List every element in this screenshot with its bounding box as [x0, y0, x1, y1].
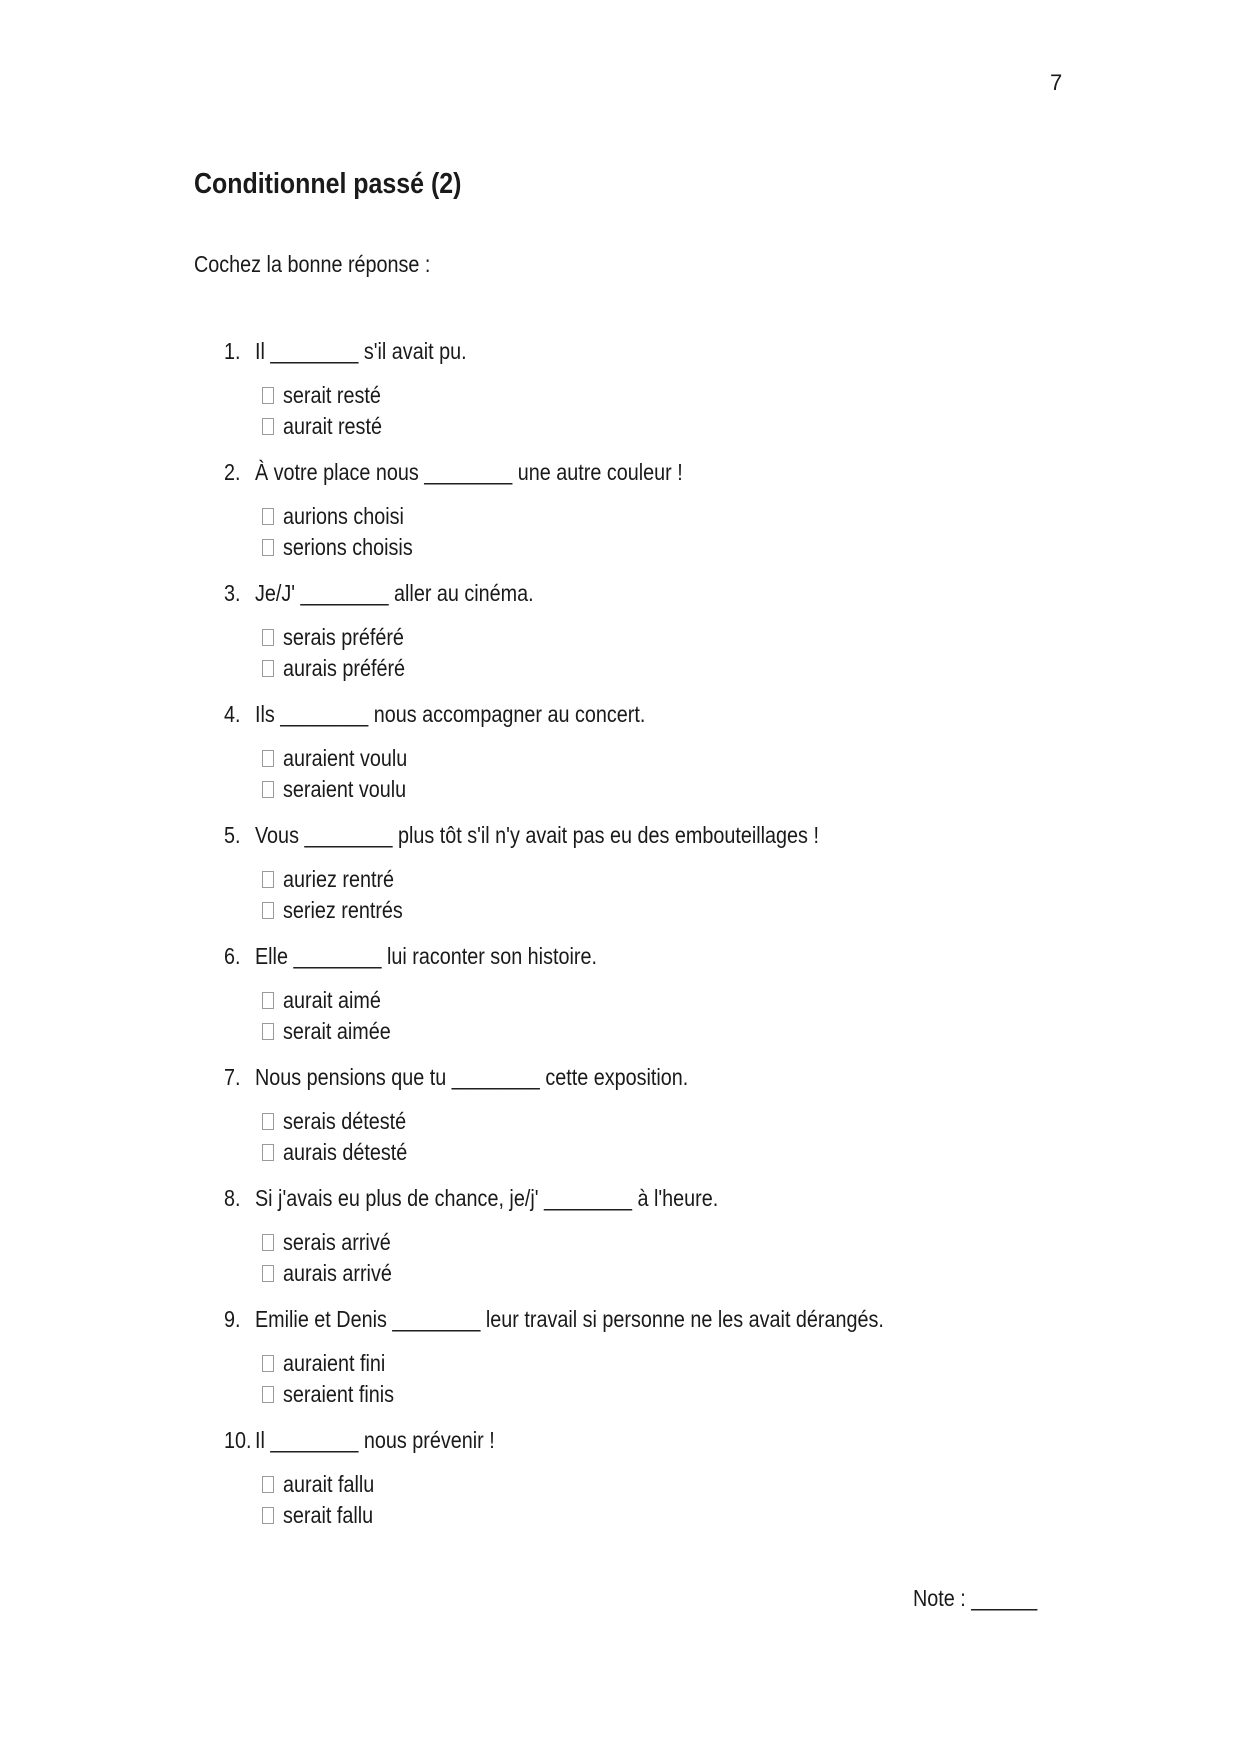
option-row[interactable]: [262, 1227, 410, 1258]
option-row[interactable]: [262, 1137, 427, 1168]
option-row[interactable]: [262, 1016, 408, 1047]
answer-blank: ________: [304, 822, 393, 848]
option-row[interactable]: [262, 501, 434, 532]
question-9: [224, 1304, 1124, 1425]
option-label: aurais détesté: [283, 1139, 408, 1165]
checkbox-icon[interactable]: [262, 1144, 274, 1161]
question-text-after: cette exposition.: [539, 1064, 689, 1090]
question-list: [224, 336, 1124, 1546]
question-number: 1.: [224, 338, 241, 364]
answer-blank: ________: [392, 1306, 481, 1332]
option-row[interactable]: [262, 411, 398, 442]
answer-blank: ________: [300, 580, 389, 606]
question-text-before: Si j'avais eu plus de chance, je/j': [254, 1185, 545, 1211]
question-text-before: Ils: [254, 701, 281, 727]
checkbox-icon[interactable]: [262, 1023, 274, 1040]
question-7: [224, 1062, 1124, 1183]
option-label: auraient voulu: [283, 745, 408, 771]
question-prompt: [224, 336, 998, 366]
question-2: [224, 457, 1124, 578]
option-label: seriez rentrés: [283, 897, 403, 923]
option-row[interactable]: [262, 1500, 389, 1531]
question-4: [224, 699, 1124, 820]
question-number: 5.: [224, 822, 241, 848]
checkbox-icon[interactable]: [262, 781, 274, 798]
question-number: 4.: [224, 701, 241, 727]
options-group: [262, 1469, 389, 1531]
question-prompt: [224, 1304, 998, 1334]
option-row[interactable]: [262, 1469, 389, 1500]
option-row[interactable]: [262, 743, 428, 774]
checkbox-icon[interactable]: [262, 992, 274, 1009]
option-row[interactable]: [262, 774, 428, 805]
question-1: [224, 336, 1124, 457]
question-text-after: leur travail si personne ne les avait dérangés.: [480, 1306, 884, 1332]
option-label: auriez rentré: [283, 866, 395, 892]
option-label: aurais préféré: [283, 655, 406, 681]
question-number: 9.: [224, 1306, 241, 1332]
options-group: [262, 743, 428, 805]
question-prompt: [224, 578, 998, 608]
question-text-before: Emilie et Denis: [254, 1306, 393, 1332]
option-label: seraient finis: [283, 1381, 395, 1407]
checkbox-icon[interactable]: [262, 629, 274, 646]
options-group: [262, 380, 398, 442]
options-group: [262, 1227, 410, 1289]
question-prompt: [224, 820, 998, 850]
checkbox-icon[interactable]: [262, 1476, 274, 1493]
question-text-after: s'il avait pu.: [358, 338, 467, 364]
option-row[interactable]: [262, 1258, 410, 1289]
checkbox-icon[interactable]: [262, 1113, 274, 1130]
question-text-after: une autre couleur !: [512, 459, 683, 485]
option-label: serais préféré: [283, 624, 404, 650]
question-prompt: [224, 1062, 998, 1092]
option-label: seraient voulu: [283, 776, 407, 802]
option-label: aurions choisi: [283, 503, 404, 529]
option-label: aurait fallu: [283, 1471, 375, 1497]
question-prompt: [224, 1183, 998, 1213]
answer-blank: ________: [544, 1185, 633, 1211]
option-row[interactable]: [262, 1348, 412, 1379]
options-group: [262, 501, 434, 563]
question-5: [224, 820, 1124, 941]
question-number: 3.: [224, 580, 241, 606]
option-row[interactable]: [262, 985, 408, 1016]
question-number: 7.: [224, 1064, 241, 1090]
question-text-before: Elle: [254, 943, 294, 969]
checkbox-icon[interactable]: [262, 660, 274, 677]
checkbox-icon[interactable]: [262, 418, 274, 435]
option-label: serais détesté: [283, 1108, 407, 1134]
options-group: [262, 985, 408, 1047]
question-text-before: Il: [254, 1427, 271, 1453]
option-label: aurait resté: [283, 413, 382, 439]
option-row[interactable]: [262, 1106, 427, 1137]
checkbox-icon[interactable]: [262, 508, 274, 525]
question-6: [224, 941, 1124, 1062]
question-text-after: plus tôt s'il n'y avait pas eu des embouteillages !: [392, 822, 819, 848]
question-text-before: À votre place nous: [254, 459, 425, 485]
option-row[interactable]: [262, 895, 422, 926]
answer-blank: ________: [424, 459, 513, 485]
note-blank: ______: [971, 1585, 1038, 1611]
answer-blank: ________: [451, 1064, 540, 1090]
answer-blank: ________: [293, 943, 382, 969]
options-group: [262, 1348, 412, 1410]
answer-blank: ________: [280, 701, 369, 727]
option-row[interactable]: [262, 864, 422, 895]
note-label: Note :: [913, 1585, 972, 1611]
answer-blank: ________: [270, 338, 359, 364]
question-text-before: Vous: [254, 822, 305, 848]
checkbox-icon[interactable]: [262, 1234, 274, 1251]
option-row[interactable]: [262, 380, 398, 411]
checkbox-icon[interactable]: [262, 871, 274, 888]
question-number: 8.: [224, 1185, 241, 1211]
option-row[interactable]: [262, 532, 434, 563]
question-10: [224, 1425, 1124, 1546]
score-note: [913, 1585, 1037, 1612]
option-label: aurait aimé: [283, 987, 381, 1013]
instruction-text: Cochez la bonne réponse :: [194, 251, 431, 277]
option-label: serait fallu: [283, 1502, 374, 1528]
question-prompt: [224, 699, 998, 729]
page-title: Conditionnel passé (2): [194, 168, 462, 200]
answer-blank: ________: [270, 1427, 359, 1453]
checkbox-icon[interactable]: [262, 1386, 274, 1403]
question-text-after: lui raconter son histoire.: [381, 943, 597, 969]
question-prompt: [224, 457, 998, 487]
question-text-before: Je/J': [254, 580, 301, 606]
option-label: aurais arrivé: [283, 1260, 392, 1286]
page-number: 7: [1050, 70, 1063, 95]
option-label: serait aimée: [283, 1018, 391, 1044]
checkbox-icon[interactable]: [262, 539, 274, 556]
question-number: 2.: [224, 459, 241, 485]
question-prompt: [224, 941, 998, 971]
question-number: 10.: [224, 1427, 252, 1453]
question-text-after: aller au cinéma.: [388, 580, 534, 606]
question-text-after: nous accompagner au concert.: [368, 701, 646, 727]
option-row[interactable]: [262, 622, 425, 653]
checkbox-icon[interactable]: [262, 1507, 274, 1524]
options-group: [262, 622, 425, 684]
checkbox-icon[interactable]: [262, 902, 274, 919]
checkbox-icon[interactable]: [262, 750, 274, 767]
options-group: [262, 1106, 427, 1168]
question-text-before: Il: [254, 338, 271, 364]
question-number: 6.: [224, 943, 241, 969]
option-label: serait resté: [283, 382, 381, 408]
option-row[interactable]: [262, 653, 425, 684]
option-row[interactable]: [262, 1379, 412, 1410]
question-3: [224, 578, 1124, 699]
question-text-before: Nous pensions que tu: [254, 1064, 452, 1090]
options-group: [262, 864, 422, 926]
question-8: [224, 1183, 1124, 1304]
question-text-after: à l'heure.: [632, 1185, 719, 1211]
checkbox-icon[interactable]: [262, 1355, 274, 1372]
question-prompt: [224, 1425, 998, 1455]
option-label: auraient fini: [283, 1350, 386, 1376]
option-label: serions choisis: [283, 534, 413, 560]
checkbox-icon[interactable]: [262, 387, 274, 404]
option-label: serais arrivé: [283, 1229, 391, 1255]
checkbox-icon[interactable]: [262, 1265, 274, 1282]
question-text-after: nous prévenir !: [358, 1427, 495, 1453]
